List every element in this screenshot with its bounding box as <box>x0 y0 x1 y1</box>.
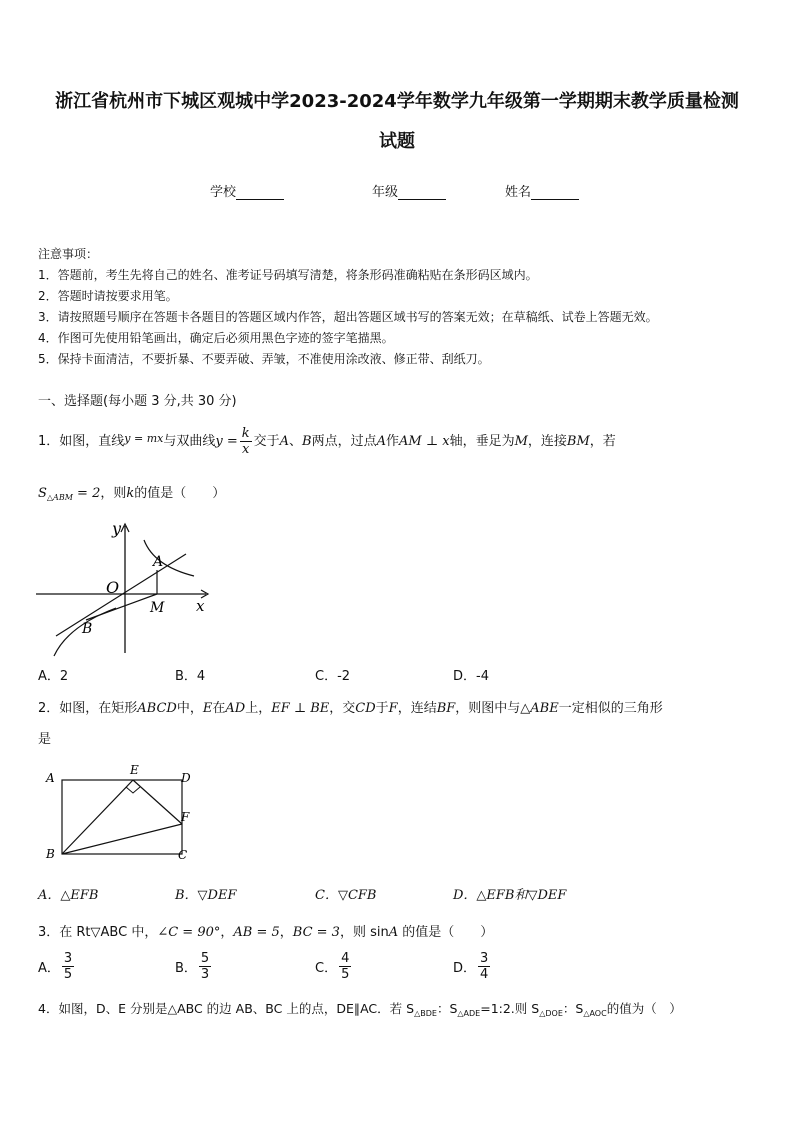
label-E: E <box>130 763 139 777</box>
label-A: A <box>46 771 55 785</box>
label-B: B <box>82 621 93 637</box>
segment-EF <box>133 780 182 824</box>
question-1-figure <box>36 518 216 658</box>
notes-heading: 注意事项： <box>38 247 99 261</box>
notes-block <box>38 244 658 370</box>
page-title-line1: 浙江省杭州市下城区观城中学2023-2024学年数学九年级第一学期期末教学质量检测 <box>55 91 739 112</box>
question-2-line2: 是 <box>38 732 52 747</box>
label-C: C <box>178 848 188 862</box>
q3-option-d: D． $\frac{3}{4}$ <box>453 951 489 982</box>
segment-BM <box>86 594 157 620</box>
grade-field <box>372 181 446 200</box>
q3-option-a: A． $\frac{3}{5}$ <box>38 951 73 982</box>
question-4: 4．如图，D、E 分别是△ABC 的边 AB、BC 上的点，DE∥AC．若 $S_{\triangle BDE}$：$S_{\triangle ADE}=1:2$.则 $S_{\triangle DOE}$：$S_{\triangle AOC}$的值为（ ） <box>38 1001 682 1018</box>
question-2-figure <box>38 762 198 866</box>
label-A: A <box>153 554 164 570</box>
notes-item: 5．保持卡面清洁，不要折暴、不要弄破、弄皱，不准使用涂改液、修正带、刮纸刀。 <box>38 352 490 366</box>
q1-option-a: A．2 <box>38 669 69 684</box>
q2-option-d: D．△EFB和▽DEF <box>453 888 567 903</box>
q1-option-b: B．4 <box>175 669 206 684</box>
notes-item: 2．答题时请按要求用笔。 <box>38 289 178 303</box>
segment-BE <box>62 780 133 854</box>
school-blank <box>236 186 284 200</box>
label-y: y <box>112 519 122 538</box>
q1-option-d: D．-4 <box>453 669 489 684</box>
label-O: O <box>106 578 120 597</box>
fraction-k-over-x: $\frac{k}{x}$ <box>241 426 250 457</box>
school-label: 学校 <box>210 185 237 200</box>
grade-blank <box>398 186 446 200</box>
notes-item: 1．答题前，考生先将自己的姓名、准考证号码填写清楚，将条形码准确粘贴在条形码区域内。 <box>38 268 538 282</box>
page-title-line2: 试题 <box>379 131 415 152</box>
question-1-line1: 1．如图，直线$^{y = mx}$与双曲线y = $\frac{k}{x}$ 交于A、B两点，过点A作AM ⊥ x轴，垂足为M，连接BM，若 <box>38 426 616 457</box>
label-B: B <box>46 847 55 861</box>
line-equation: y = mx <box>124 432 164 445</box>
q3-option-b: B． $\frac{5}{3}$ <box>175 951 210 982</box>
label-x: x <box>196 597 205 615</box>
question-3: 3．在 Rt▽ABC 中，∠C = 90°，AB = 5，BC = 3，则 sinA 的值是（ ） <box>38 925 494 940</box>
question-2-line1: 2．如图，在矩形ABCD中，E在AD上，EF ⊥ BE，交CD于F，连结BF，则图中与△ABE一定相似的三角形 <box>38 701 663 716</box>
notes-item: 4．作图可先使用铅笔画出，确定后必须用黑色字迹的签字笔描黑。 <box>38 331 394 345</box>
q2-option-a: A．△EFB <box>38 888 99 903</box>
hyperbola-branch-1 <box>144 540 194 576</box>
name-blank <box>531 186 579 200</box>
label-F: F <box>181 810 190 824</box>
notes-item: 3．请按照题号顺序在答题卡各题目的答题区域内作答，超出答题区域书写的答案无效；在草稿纸、试卷上答题无效。 <box>38 310 658 324</box>
name-field <box>505 181 579 200</box>
segment-BF <box>62 824 182 854</box>
question-1-line2: $S_{\triangle ABM} = 2$，则k的值是（ ） <box>38 486 226 502</box>
section-heading: 一、选择题(每小题 3 分,共 30 分) <box>38 394 237 409</box>
grade-label: 年级 <box>372 185 399 200</box>
line-y-mx <box>56 554 186 636</box>
q1-option-c: C．-2 <box>315 669 351 684</box>
label-D: D <box>181 771 191 785</box>
q2-option-b: B．▽DEF <box>175 888 237 903</box>
school-field <box>210 181 284 200</box>
label-M: M <box>150 600 165 616</box>
q3-option-c: C． $\frac{4}{5}$ <box>315 951 350 982</box>
right-angle-mark <box>126 787 140 793</box>
q2-option-c: C．▽CFB <box>315 888 377 903</box>
name-label: 姓名 <box>505 185 532 200</box>
